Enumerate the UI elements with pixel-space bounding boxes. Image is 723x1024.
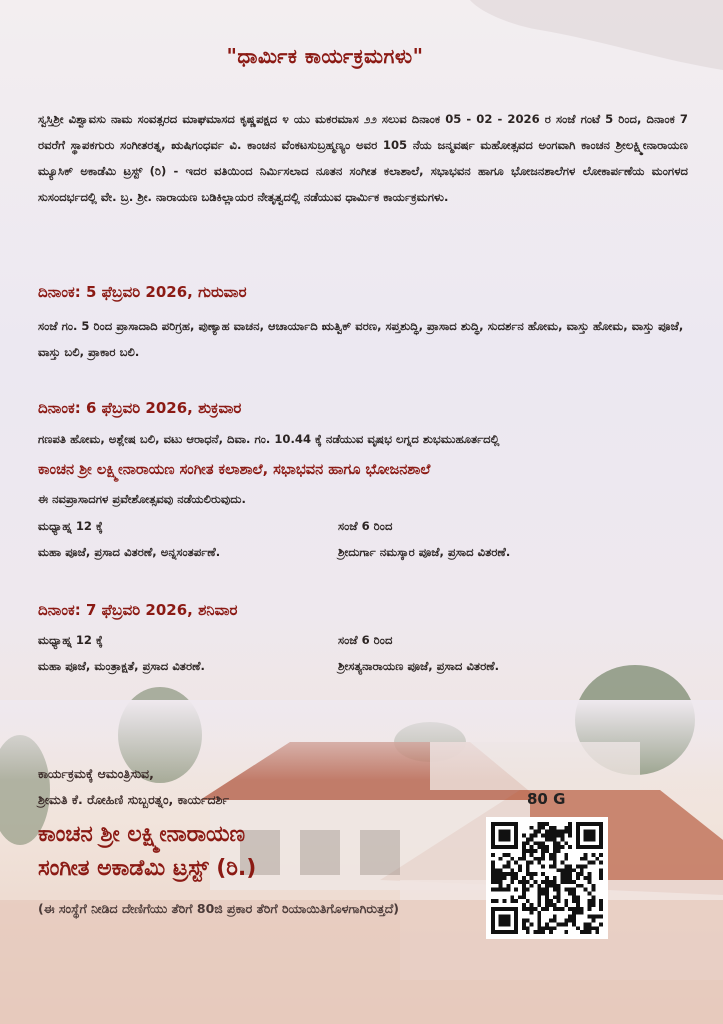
day3-evening-time: ಸಂಜೆ 6 ರಿಂದ xyxy=(338,633,393,647)
tax-exemption-note: (ಈ ಸಂಸ್ಥೆಗೆ ನೀಡಿದ ದೇಣಿಗೆಯು ತೆರಿಗೆ 80ಜಿ ಪ್ರಕಾರ ತೆರಿಗೆ ರಿಯಾಯಿತಿಗೊಳಗಾಗಿರುತ್ತದೆ) xyxy=(38,901,399,916)
page-title: "ಧಾರ್ಮಿಕ ಕಾರ್ಯಕ್ರಮಗಳು" xyxy=(226,44,424,68)
day3-noon-time: ಮಧ್ಯಾಹ್ನ 12 ಕ್ಕೆ xyxy=(38,633,103,647)
day2-venue-note: ಈ ನವಪ್ರಾಸಾದಗಳ ಪ್ರವೇಶೋತ್ಸವವು ನಡೆಯಲಿರುವುದು. xyxy=(38,492,246,506)
day3-heading: ದಿನಾಂಕ: 7 ಫೆಬ್ರವರಿ 2026, ಶನಿವಾರ xyxy=(38,601,238,619)
host-name: ಶ್ರೀಮತಿ ಕೆ. ರೋಹಿಣಿ ಸುಬ್ಬರತ್ನಂ, ಕಾರ್ಯದರ್ಶಿ xyxy=(38,792,229,807)
day1-heading: ದಿನಾಂಕ: 5 ಫೆಬ್ರವರಿ 2026, ಗುರುವಾರ xyxy=(38,283,247,301)
day2-heading: ದಿನಾಂಕ: 6 ಫೆಬ್ರವರಿ 2026, ಶುಕ್ರವಾರ xyxy=(38,399,242,417)
day3-noon-event: ಮಹಾ ಪೂಜೆ, ಮಂತ್ರಾಕ್ಷತೆ, ಪ್ರಸಾದ ವಿತರಣೆ. xyxy=(38,659,205,673)
day2-description: ಗಣಪತಿ ಹೋಮ, ಅಶ್ಲೇಷ ಬಲಿ, ವಟು ಆರಾಧನೆ, ದಿವಾ. ಗಂ. 10.44 ಕ್ಕೆ ನಡೆಯುವ ವೃಷಭ ಲಗ್ನದ ಶುಭಮುಹೂರ್ತದಲ್ಲಿ xyxy=(38,432,500,446)
organization-line-2: ಸಂಗೀತ ಅಕಾಡೆಮಿ ಟ್ರಸ್ಟ್ (ರಿ.) xyxy=(38,856,257,881)
day2-evening-time: ಸಂಜೆ 6 ರಿಂದ xyxy=(338,519,393,533)
organization-name xyxy=(38,818,418,886)
qr-code-pattern xyxy=(491,822,603,934)
qr-label: 80 G xyxy=(527,790,566,808)
organization-line-1: ಕಾಂಚನ ಶ್ರೀ ಲಕ್ಷ್ಮೀನಾರಾಯಣ xyxy=(38,822,246,847)
day2-noon-event: ಮಹಾ ಪೂಜೆ, ಪ್ರಸಾದ ವಿತರಣೆ, ಅನ್ನಸಂತರ್ಪಣೆ. xyxy=(38,545,221,559)
qr-code[interactable] xyxy=(486,817,608,939)
day3-evening-event: ಶ್ರೀಸತ್ಯನಾರಾಯಣ ಪೂಜೆ, ಪ್ರಸಾದ ವಿತರಣೆ. xyxy=(338,659,500,673)
day2-evening-event: ಶ್ರೀದುರ್ಗಾ ನಮಸ್ಕಾರ ಪೂಜೆ, ಪ್ರಸಾದ ವಿತರಣೆ. xyxy=(338,545,511,559)
invite-text: ಕಾರ್ಯಕ್ರಮಕ್ಕೆ ಆಮಂತ್ರಿಸುವ, xyxy=(38,766,154,781)
day2-noon-time: ಮಧ್ಯಾಹ್ನ 12 ಕ್ಕೆ xyxy=(38,519,103,533)
day2-venue: ಕಾಂಚನ ಶ್ರೀ ಲಕ್ಷ್ಮೀನಾರಾಯಣ ಸಂಗೀತ ಕಲಾಶಾಲೆ, ಸಭಾಭವನ ಹಾಗೂ ಭೋಜನಶಾಲೆ xyxy=(38,462,431,478)
day1-description: ಸಂಜೆ ಗಂ. 5 ರಿಂದ ಪ್ರಾಸಾದಾದಿ ಪರಿಗ್ರಹ, ಪುಣ್ಯಾಹ ವಾಚನ, ಆಚಾರ್ಯಾದಿ ಋತ್ವಿಕ್ ವರಣ, ಸಪ್ತಶುದ್ಧಿ, ಪ್ರಾಸಾದ ಶುದ್ಧಿ, ಸುದರ್ಶನ ಹೋಮ, ವಾಸ್ತು ಹೋಮ, ವಾಸ್ತು ಪೂಜೆ, ವಾಸ್ತು ಬಲಿ, ಪ್ರಾಕಾರ ಬಲಿ. xyxy=(38,319,684,359)
intro-paragraph: ಸ್ವಸ್ತಿಶ್ರೀ ವಿಶ್ವಾವಸು ನಾಮ ಸಂವತ್ಸರದ ಮಾಘಮಾಸದ ಕೃಷ್ಣಪಕ್ಷದ ೪ ಯು ಮಕರಮಾಸ ೨೨ ಸಲುವ ದಿನಾಂಕ 05 - 02 - 2026 ರ ಸಂಜೆ ಗಂಟೆ 5 ರಿಂದ, ದಿನಾಂಕ 7 ರವರೆಗೆ ಸ್ಥಾಪಕಗುರು ಸಂಗೀತರತ್ನ, ಋಷಿಗಂಧರ್ವ ವಿ. ಕಾಂಚನ ವೆಂಕಟಸುಬ್ರಹ್ಮಣ್ಯಂ ಅವರ 105 ನೆಯ ಜನ್ಮವರ್ಷ ಮಹೋತ್ಸವದ ಅಂಗವಾಗಿ ಕಾಂಚನ ಶ್ರೀಲಕ್ಷ್ಮೀನಾರಾಯಣ ಮ್ಯೂಸಿಕ್ ಅಕಾಡೆಮಿ ಟ್ರಸ್ಟ್ (ರಿ) - ಇದರ ವತಿಯಿಂದ ನಿರ್ಮಿಸಲಾದ ನೂತನ ಸಂಗೀತ ಕಲಾಶಾಲೆ, ಸಭಾಭವನ ಹಾಗೂ ಭೋಜನಶಾಲೆಗಳ ಲೋಕಾರ್ಪಣೆಯ ಮಂಗಳದ ಸುಸಂದರ್ಭದಲ್ಲಿ ವೇ. ಬ್ರ. ಶ್ರೀ. ನಾರಾಯಣ ಬಡಿಕಿಲ್ಲಾಯರ ನೇತೃತ್ವದಲ್ಲಿ ನಡೆಯುವ ಧಾರ್ಮಿಕ ಕಾರ್ಯಕ್ರಮಗಳು. xyxy=(38,112,688,204)
